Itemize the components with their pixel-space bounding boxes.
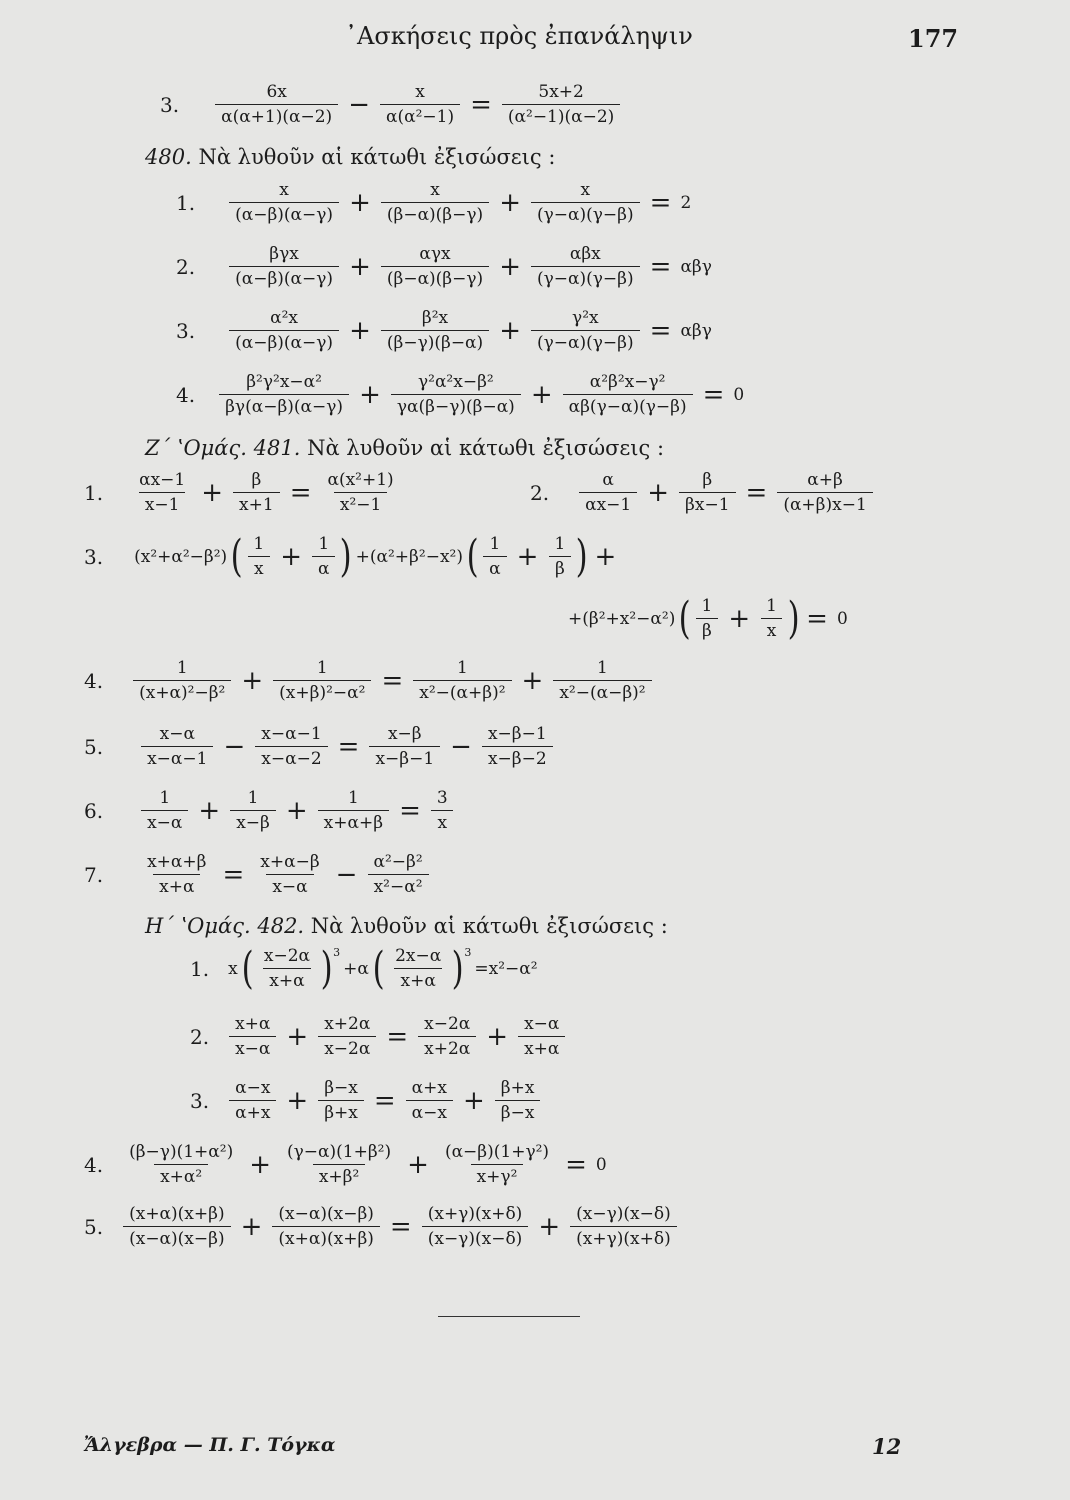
footer-signature: 12 (872, 1434, 902, 1459)
equation-481-6: 6. $\frac{1}{x-\alpha}$ + $\frac{1}{x-\beta}$ + $\frac{1}{x+\alpha+\beta}$ = $\frac{3}{x}$ (84, 788, 458, 833)
equation-482-2: 2. $\frac{x+\alpha}{x-\alpha}$ + $\frac{x+2\alpha}{x-2\alpha}$ = $\frac{x-2\alpha}{x+2\alpha}$ + $\frac{x-\alpha}{x+\alpha}$ (190, 1014, 569, 1059)
equation-482-4: 4. $\frac{\text{(β−γ)(1+α²)}}{\text{x+α²}}$ + $\frac{\text{(γ−α)(1+β²)}}{\text{x+β²}}$ + $\frac{\text{(α−β)(1+γ²)}}{\text{x+γ²}}$ = 0 (84, 1142, 607, 1187)
equation-481-3: 3. (x²+α²−β²) ( $\frac{1}{x}$ + $\frac{1}{\alpha}$ ) +(α²+β²−x²) ( $\frac{1}{\alpha}$ + $\frac{1}{\beta}$ ) + (84, 530, 617, 582)
equation-481-3-cont: +(β²+x²−α²) ( $\frac{1}{\beta}$ + $\frac{1}{x}$ ) = 0 (568, 592, 848, 644)
problem-481-heading: Ζ΄ ʽΟμάς. 481. Νὰ λυθοῦν αἱ κάτωθι ἐξισώσεις : (145, 436, 665, 460)
equation-481-5: 5. $\frac{x-\alpha}{x-\alpha-1}$ − $\frac{x-\alpha-1}{x-\alpha-2}$ = $\frac{x-\beta}{x-\beta-1}$ − $\frac{x-\beta-1}{x-\beta-2}$ (84, 724, 557, 769)
equation-intro-3: 3. $\frac{6x}{\alpha(\alpha+1)(\alpha-2)}$ − $\frac{x}{\text{α(α²−1)}}$ = $\frac{5x+2}{\text{(α²−1)(α−2)}}$ (160, 82, 624, 127)
page-number: 177 (908, 24, 959, 53)
equation-482-5: 5. $\frac{(x+\alpha)(x+\beta)}{(x-\alpha)(x-\beta)}$ + $\frac{(x-\alpha)(x-\beta)}{(x+\alpha)(x+\beta)}$ = $\frac{(x+\gamma)(x+\delta)}{(x-\gamma)(x-\delta)}$ + $\frac{(x-\gamma)(x-\delta)}{(x+\gamma)(x+\delta)}$ (84, 1204, 681, 1249)
section-divider (438, 1316, 580, 1317)
equation-481-1: 1. $\frac{\alpha x-1}{x-1}$ + $\frac{\beta}{x+1}$ = $\frac{\text{α(x²+1)}}{\text{x²−1}}$ (84, 470, 394, 515)
equation-481-2: 2. $\frac{\alpha}{\alpha x-1}$ + $\frac{\beta}{\beta x-1}$ = $\frac{\alpha+\beta}{(\alpha+\beta)x-1}$ (530, 470, 877, 515)
problem-480-heading: 480. Νὰ λυθοῦν αἱ κάτωθι ἐξισώσεις : (145, 145, 556, 169)
fraction: $\frac{x}{\text{α(α²−1)}}$ (380, 82, 460, 127)
equation-480-4: 4. $\frac{\text{β²γ²x−α²}}{\beta\gamma(\alpha-\beta)(\alpha-\gamma)}$ + $\frac{\text{γ²α²x−β²}}{\gamma\alpha(\beta-\gamma)(\beta-\alpha)}$ + $\frac{\text{α²β²x−γ²}}{\alpha\beta(\gamma-\alpha)(\gamma-\beta)}$ = 0 (176, 372, 745, 417)
running-header: ᾿Ασκήσεις πρὸς ἐπανάληψιν (345, 22, 693, 50)
fraction: $\frac{5x+2}{\text{(α²−1)(α−2)}}$ (502, 82, 620, 127)
equation-482-1: 1. x ( $\frac{x-2\alpha}{x+\alpha}$ ) $^3$ +α ( $\frac{2x-\alpha}{x+\alpha}$ ) $^3$ =x²−α² (190, 942, 538, 994)
problem-482-heading: Η΄ ʽΟμάς. 482. Νὰ λυθοῦν αἱ κάτωθι ἐξισώσεις : (145, 914, 668, 938)
equation-481-7: 7. $\frac{x+\alpha+\beta}{x+\alpha}$ = $\frac{x+\alpha-\beta}{x-\alpha}$ − $\frac{\text{α²−β²}}{\text{x²−α²}}$ (84, 852, 433, 897)
fraction: $\frac{6x}{\alpha(\alpha+1)(\alpha-2)}$ (215, 82, 338, 127)
equation-480-3: 3. $\frac{\text{α²x}}{(\alpha-\beta)(\alpha-\gamma)}$ + $\frac{\text{β²x}}{(\beta-\gamma)(\beta-\alpha)}$ + $\frac{\text{γ²x}}{(\gamma-\alpha)(\gamma-\beta)}$ = αβγ (176, 308, 712, 353)
equation-482-3: 3. $\frac{\alpha-x}{\alpha+x}$ + $\frac{\beta-x}{\beta+x}$ = $\frac{\alpha+x}{\alpha-x}$ + $\frac{\beta+x}{\beta-x}$ (190, 1078, 544, 1123)
footer-book-title: Ἄλγεβρα — Π. Γ. Τόγκα (84, 1434, 336, 1456)
equation-480-2: 2. $\frac{\text{βγx}}{(\alpha-\beta)(\alpha-\gamma)}$ + $\frac{\text{αγx}}{(\beta-\alpha)(\beta-\gamma)}$ + $\frac{\text{αβx}}{(\gamma-\alpha)(\gamma-\beta)}$ = αβγ (176, 244, 712, 289)
eq-number: 3. (160, 92, 180, 117)
equation-481-4: 4. $\frac{1}{\text{(x+α)²−β²}}$ + $\frac{1}{\text{(x+β)²−α²}}$ = $\frac{1}{\text{x²−(α+β)²}}$ + $\frac{1}{\text{x²−(α−β)²}}$ (84, 658, 656, 703)
equation-480-1: 1. $\frac{x}{(\alpha-\beta)(\alpha-\gamma)}$ + $\frac{x}{(\beta-\alpha)(\beta-\gamma)}$ + $\frac{x}{(\gamma-\alpha)(\gamma-\beta)}$ = 2 (176, 180, 692, 225)
